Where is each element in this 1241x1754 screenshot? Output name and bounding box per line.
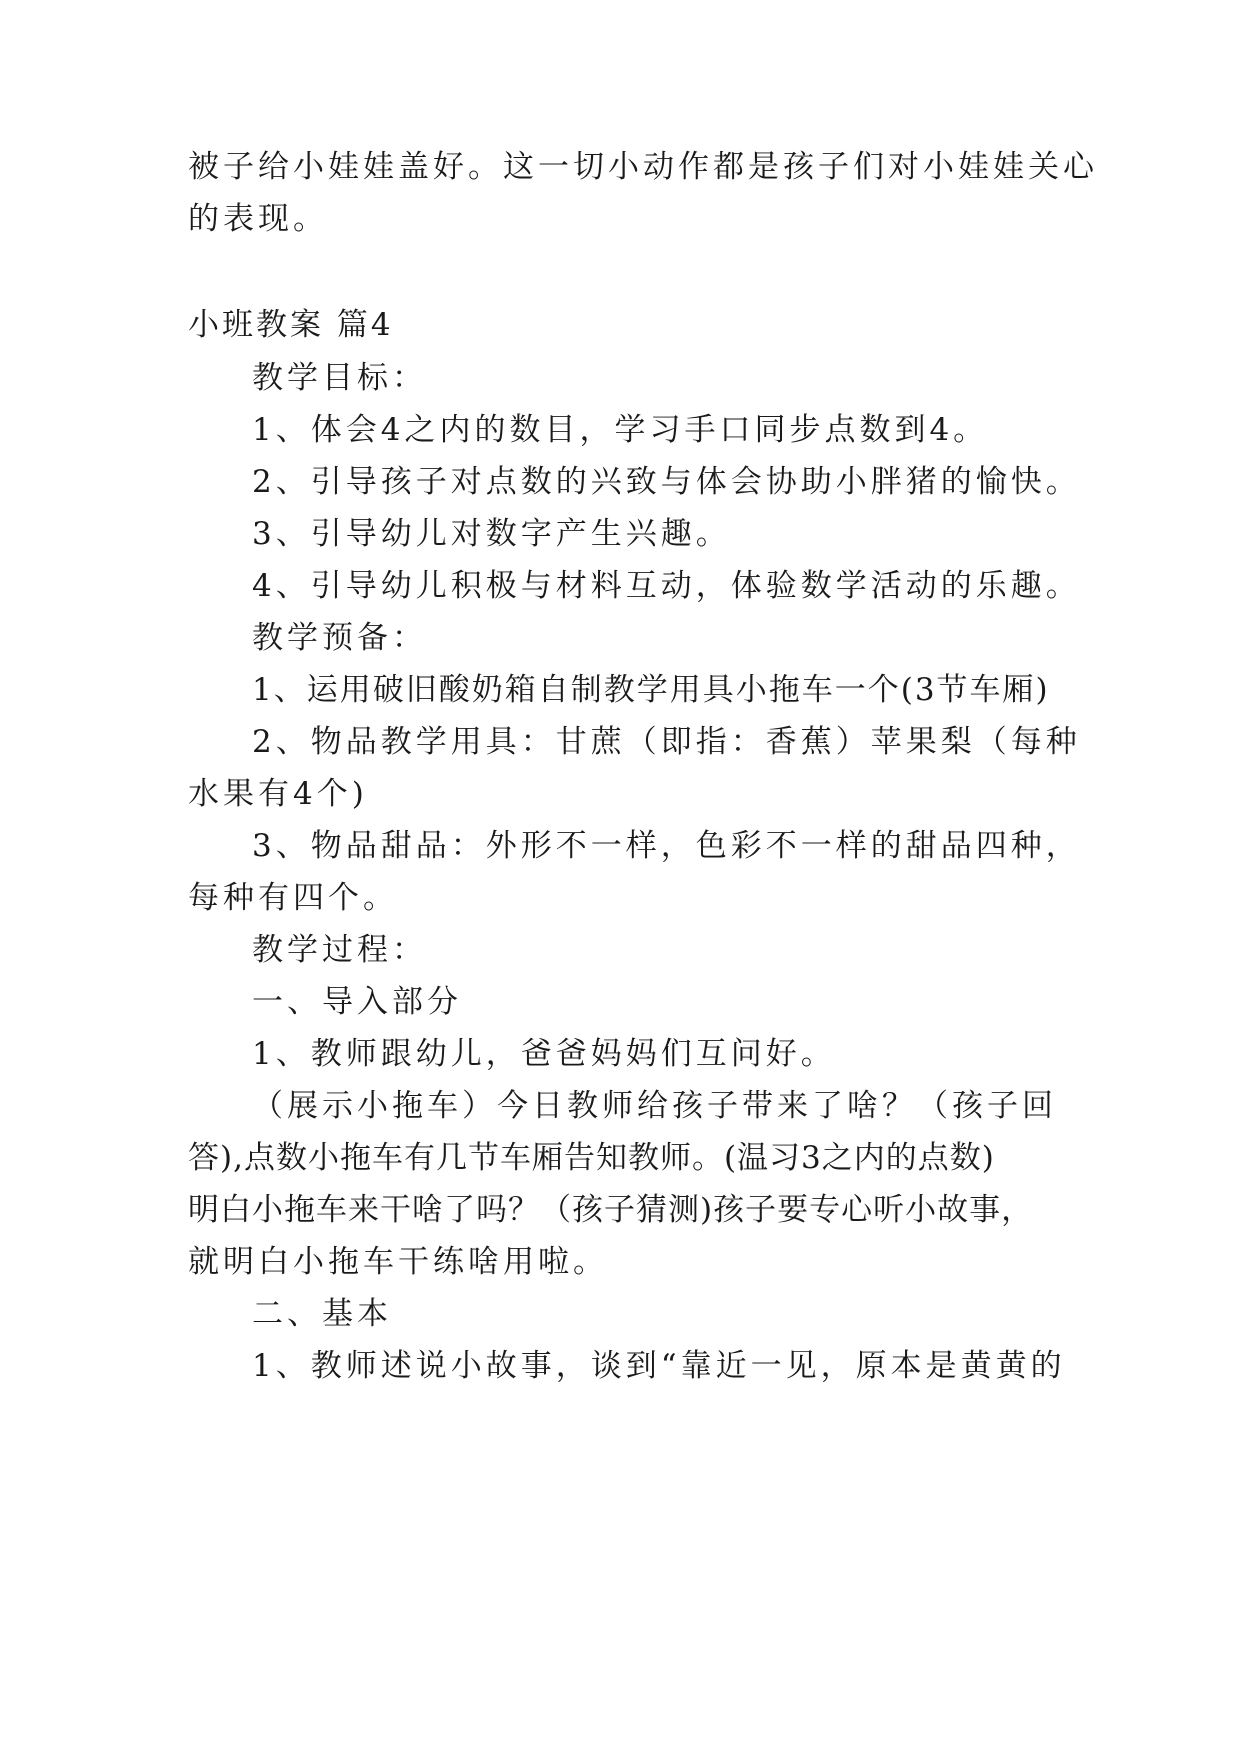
goals-heading: 教学目标： <box>252 360 427 396</box>
prep-item-continuation: 水果有4个) <box>188 776 368 812</box>
intro-paragraph-line: 被子给小娃娃盖好。这一切小动作都是孩子们对小娃娃关心 <box>188 149 1098 185</box>
section-title: 小班教案 篇4 <box>188 307 394 343</box>
intro-paragraph-line: 的表现。 <box>188 201 328 237</box>
prep-item: 3、物品甜品：外形不一样，色彩不一样的甜品四种， <box>252 828 1081 864</box>
part1-item: 1、教师跟幼儿，爸爸妈妈们互问好。 <box>252 1036 836 1072</box>
goal-item: 2、引导孩子对点数的兴致与体会协助小胖猪的愉快。 <box>252 464 1081 500</box>
part2-item: 1、教师述说小故事，谈到“靠近一见，原本是黄黄的 <box>252 1348 1066 1384</box>
process-heading: 教学过程： <box>252 932 427 968</box>
part1-heading: 一、导入部分 <box>252 984 462 1020</box>
part1-paragraph-line: 答),点数小拖车有几节车厢告知教师。(温习3之内的点数) <box>188 1140 995 1176</box>
part1-paragraph-line: 明白小拖车来干啥了吗？（孩子猜测)孩子要专心听小故事， <box>188 1192 1034 1228</box>
goal-item: 4、引导幼儿积极与材料互动，体验数学活动的乐趣。 <box>252 568 1081 604</box>
part1-paragraph-line: （展示小拖车）今日教师给孩子带来了啥？（孩子回 <box>252 1088 1057 1124</box>
part1-paragraph-line: 就明白小拖车干练啥用啦。 <box>188 1244 608 1280</box>
prep-heading: 教学预备： <box>252 620 427 656</box>
goal-item: 1、体会4之内的数目，学习手口同步点数到4。 <box>252 412 989 448</box>
goal-item: 3、引导幼儿对数字产生兴趣。 <box>252 516 731 552</box>
prep-item: 2、物品教学用具：甘蔗（即指：香蕉）苹果梨（每种 <box>252 724 1081 760</box>
prep-item-continuation: 每种有四个。 <box>188 880 398 916</box>
part2-heading: 二、基本 <box>252 1296 392 1332</box>
prep-item: 1、运用破旧酸奶箱自制教学用具小拖车一个(3节车厢) <box>252 672 1050 708</box>
